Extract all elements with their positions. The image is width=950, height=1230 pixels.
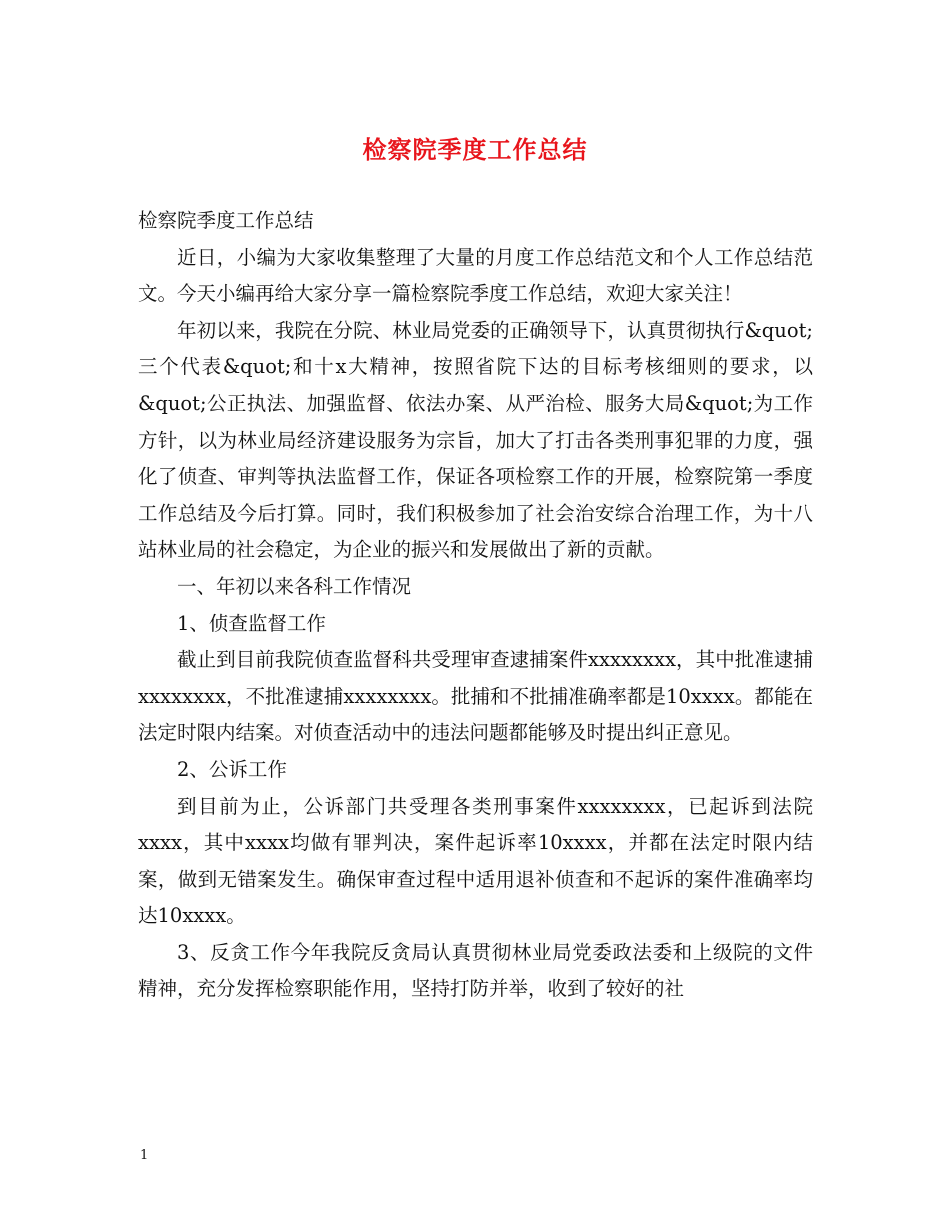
paragraph: 检察院季度工作总结 bbox=[138, 209, 314, 232]
paragraph: 年初以来，我院在分院、林业局党委的正确领导下，认真贯彻执行&quot;三个代表&quot;和十x大精神，按照省院下达的目标考核细则的要求，以&quot;公正执法、加强监督、依法办案、从严治检、服务大局&quot;为工作方针，以为林业局经济建设服务为宗旨，加大了打击各类刑事犯罪的力度，强化了侦查、审判等执法监督工作，保证各项检察工作的开展，检察院第一季度工作总结及今后打算。同时，我们积极参加了社会治安综合治理工作，为十八站林业局的社会稳定，为企业的振兴和发展做出了新的贡献。 bbox=[138, 318, 813, 562]
document-body bbox=[138, 203, 813, 1008]
document-title: 检察院季度工作总结 bbox=[362, 135, 588, 164]
paragraph: 到目前为止，公诉部门共受理各类刑事案件xxxxxxxx，已起诉到法院xxxx，其中xxxx均做有罪判决，案件起诉率10xxxx，并都在法定时限内结案，做到无错案发生。确保审查过程中适用退补侦查和不起诉的案件准确率均达10xxxx。 bbox=[138, 794, 813, 928]
paragraph: 1、侦查监督工作 bbox=[177, 611, 326, 635]
page-number: 1 bbox=[140, 1148, 149, 1163]
paragraph: 截止到目前我院侦查监督科共受理审查逮捕案件xxxxxxxx，其中批准逮捕xxxxxxxx，不批准逮捕xxxxxxxx。批捕和不批捕准确率都是10xxxx。都能在法定时限内结案。对侦查活动中的违法问题都能够及时提出纠正意见。 bbox=[138, 648, 813, 745]
paragraph: 2、公诉工作 bbox=[177, 757, 287, 781]
paragraph: 近日，小编为大家收集整理了大量的月度工作总结范文和个人工作总结范文。今天小编再给大家分享一篇检察院季度工作总结，欢迎大家关注！ bbox=[138, 245, 813, 306]
paragraph: 一、年初以来各科工作情况 bbox=[177, 574, 412, 598]
paragraph: 3、反贪工作今年我院反贪局认真贯彻林业局党委政法委和上级院的文件精神，充分发挥检察职能作用，坚持打防并举，收到了较好的社 bbox=[138, 940, 813, 1001]
